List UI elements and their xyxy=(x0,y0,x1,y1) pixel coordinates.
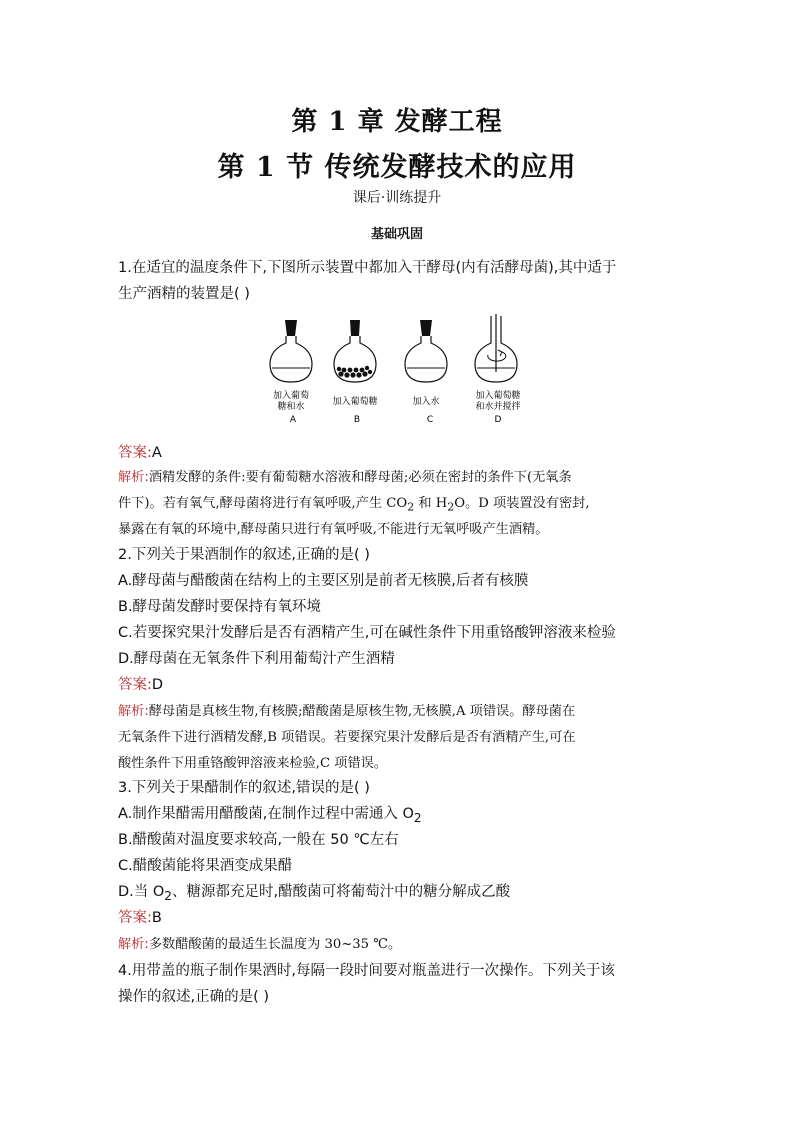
label-d: D xyxy=(494,415,502,425)
subtitle: 课后·训练提升 xyxy=(352,190,442,206)
q2-explanation-line2: 无氧条件下进行酒精发酵,B 项错误。若要探究果汁发酵后是否有酒精产生,可在 xyxy=(118,730,576,745)
section-heading: 基础巩固 xyxy=(370,227,423,242)
caption-a-2: 糖和水 xyxy=(277,402,305,412)
explanation-text: 件下)。若有氧气,酵母菌将进行有氧呼吸,产生 CO xyxy=(118,496,408,511)
answer-label: 答案: xyxy=(118,677,152,693)
caption-d-2: 和水并搅拌 xyxy=(475,402,521,412)
q3-option-a xyxy=(118,802,422,825)
subscript: 2 xyxy=(164,888,172,903)
answer-value: A xyxy=(151,445,162,461)
flask-c xyxy=(405,320,447,382)
flask-a xyxy=(270,320,312,382)
section-title: 第 1 节 传统发酵技术的应用 xyxy=(217,152,577,183)
q3-answer xyxy=(118,906,162,927)
explanation-text: 和 H xyxy=(414,496,448,511)
q4-stem-line2: 操作的叙述,正确的是( ) xyxy=(118,989,270,1005)
explanation-text: O。D 项装置没有密封, xyxy=(454,496,590,511)
chapter-title: 第 1 章 发酵工程 xyxy=(291,107,503,137)
q2-explanation-line3: 酸性条件下用重铬酸钾溶液来检验,C 项错误。 xyxy=(118,756,388,771)
q1-explanation-line1 xyxy=(118,466,572,485)
explanation-label: 解析: xyxy=(118,937,149,952)
subscript: 2 xyxy=(407,500,415,514)
q3-stem: 3.下列关于果醋制作的叙述,错误的是( ) xyxy=(118,780,370,796)
explanation-label: 解析: xyxy=(118,704,149,719)
option-text: A.制作果醋需用醋酸菌,在制作过程中需通入 O xyxy=(118,806,414,822)
option-text: D.当 O xyxy=(118,884,165,900)
q4-stem-line1: 4.用带盖的瓶子制作果酒时,每隔一段时间要对瓶盖进行一次操作。下列关于该 xyxy=(118,963,615,979)
explanation-text: 酵母菌是真核生物,有核膜;醋酸菌是原核生物,无核膜,A 项错误。酵母菌在 xyxy=(148,704,576,719)
caption-a-1: 加入葡萄 xyxy=(272,391,310,401)
q3-option-b: B.醋酸菌对温度要求较高,一般在 50 ℃左右 xyxy=(118,832,399,848)
q1-apparatus-figure xyxy=(262,312,532,432)
q2-explanation-line1 xyxy=(118,700,575,719)
glucose-particles xyxy=(337,366,372,378)
explanation-text: 多数醋酸菌的最适生长温度为 30~35 ℃。 xyxy=(148,937,402,952)
option-text: 、糖源都充足时,醋酸菌可将葡萄汁中的糖分解成乙酸 xyxy=(171,884,511,900)
q1-stem-line1: 1.在适宜的温度条件下,下图所示装置中都加入干酵母(内有活酵母菌),其中适于 xyxy=(118,260,617,276)
flask-d xyxy=(475,314,517,382)
label-b: B xyxy=(353,415,361,425)
subscript: 2 xyxy=(447,500,455,514)
flask-b xyxy=(334,320,376,382)
q2-option-c: C.若要探究果汁发酵后是否有酒精产生,可在碱性条件下用重铬酸钾溶液来检验 xyxy=(118,625,616,641)
q1-answer xyxy=(118,441,162,462)
label-c: C xyxy=(426,415,434,425)
q3-option-c: C.醋酸菌能将果酒变成果醋 xyxy=(118,858,293,874)
q1-explanation-line2 xyxy=(118,492,590,514)
answer-value: B xyxy=(151,910,162,926)
q2-option-d: D.酵母菌在无氧条件下利用葡萄汁产生酒精 xyxy=(118,651,395,667)
explanation-text: 酒精发酵的条件:要有葡萄糖水溶液和酵母菌;必须在密封的条件下(无氧条 xyxy=(148,470,572,485)
q2-option-b: B.酵母菌发酵时要保持有氧环境 xyxy=(118,599,322,615)
answer-value: D xyxy=(151,677,164,693)
explanation-label: 解析: xyxy=(118,470,149,485)
q3-option-d xyxy=(118,880,510,903)
answer-label: 答案: xyxy=(118,445,152,461)
label-a: A xyxy=(289,415,297,425)
caption-b-1: 加入葡萄糖 xyxy=(332,397,378,407)
q1-stem-line2: 生产酒精的装置是( ) xyxy=(118,286,250,302)
q1-explanation-line3: 暴露在有氧的环境中,酵母菌只进行有氧呼吸,不能进行无氧呼吸产生酒精。 xyxy=(118,522,549,537)
q2-answer xyxy=(118,673,163,694)
subscript: 2 xyxy=(413,810,422,825)
caption-d-1: 加入葡萄糖 xyxy=(475,391,521,401)
answer-label: 答案: xyxy=(118,910,152,926)
q2-option-a: A.酵母菌与醋酸菌在结构上的主要区别是前者无核膜,后者有核膜 xyxy=(118,573,529,589)
q2-stem: 2.下列关于果酒制作的叙述,正确的是( ) xyxy=(118,547,370,563)
caption-c-1: 加入水 xyxy=(412,397,440,407)
q3-explanation-line1 xyxy=(118,933,401,952)
